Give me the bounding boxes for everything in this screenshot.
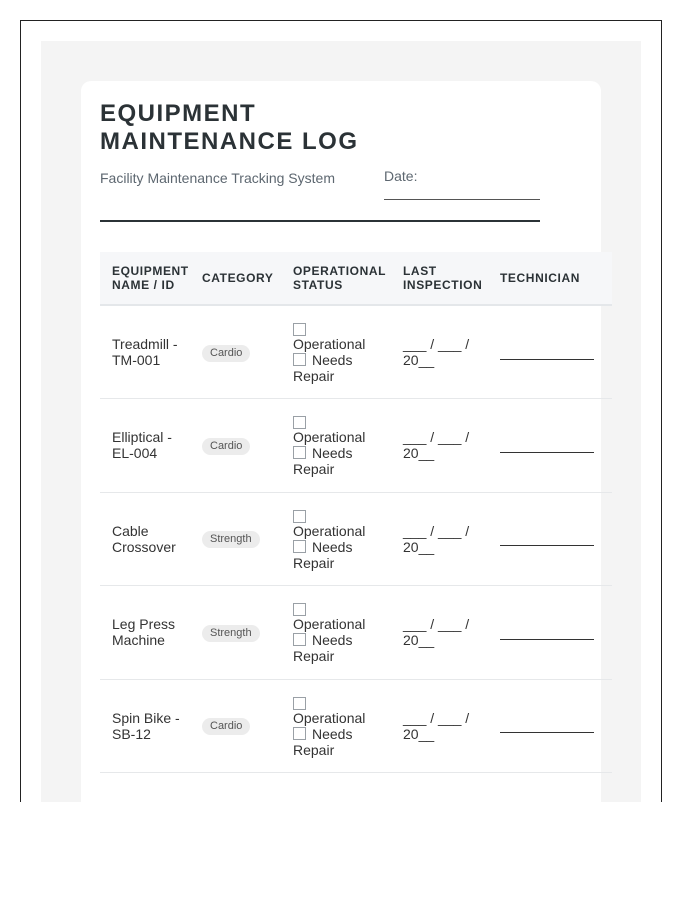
column-header-status: OPERATIONAL STATUS [293, 264, 386, 292]
inspection-year-blank: 20__ [403, 445, 435, 462]
operational-checkbox[interactable] [293, 697, 306, 710]
operational-label: Operational [293, 429, 366, 446]
needs-repair-label: Needs Repair [293, 725, 353, 758]
category-cell [195, 399, 286, 493]
page-subtitle: Facility Maintenance Tracking System [100, 170, 335, 186]
needs-repair-option [293, 726, 396, 758]
inspection-date-blank: ___ / ___ / [403, 429, 470, 446]
column-header-last-inspection: LAST INSPECTION [403, 264, 483, 292]
status-cell [286, 305, 396, 399]
operational-checkbox[interactable] [293, 323, 306, 336]
needs-repair-label: Needs Repair [293, 632, 353, 665]
inspection-date-blank: ___ / ___ / [403, 336, 470, 352]
technician-cell[interactable] [493, 305, 612, 399]
date-field[interactable] [384, 199, 540, 200]
equipment-name: Spin Bike - SB-12 [112, 709, 180, 742]
category-badge: Cardio [202, 438, 250, 455]
needs-repair-label: Needs Repair [293, 445, 353, 478]
inspection-year-blank: 20__ [403, 725, 435, 742]
category-cell [195, 586, 286, 680]
header-divider [100, 220, 540, 222]
equipment-cell [100, 586, 195, 680]
inspection-date-cell[interactable] [396, 586, 493, 680]
page-title: EQUIPMENT MAINTENANCE LOG [100, 100, 359, 155]
operational-checkbox[interactable] [293, 510, 306, 523]
operational-label: Operational [293, 709, 366, 726]
technician-signature-line[interactable] [500, 359, 594, 360]
operational-label: Operational [293, 336, 366, 352]
inspection-date-blank: ___ / ___ / [403, 709, 470, 726]
category-badge: Strength [202, 531, 260, 548]
column-header-equipment: EQUIPMENT NAME / ID [112, 264, 189, 292]
operational-checkbox[interactable] [293, 603, 306, 616]
inspection-date-blank: ___ / ___ / [403, 522, 470, 539]
equipment-name: Leg Press Machine [112, 616, 176, 649]
inspection-date-cell[interactable] [396, 305, 493, 399]
technician-signature-line[interactable] [500, 452, 594, 453]
inspection-date-cell[interactable] [396, 492, 493, 586]
needs-repair-checkbox[interactable] [293, 446, 306, 459]
status-cell [286, 586, 396, 680]
equipment-cell [100, 492, 195, 586]
category-cell [195, 679, 286, 773]
inspection-date-cell[interactable] [396, 399, 493, 493]
category-badge: Cardio [202, 718, 250, 735]
equipment-name: Treadmill - TM-001 [112, 336, 178, 368]
status-cell [286, 679, 396, 773]
technician-signature-line[interactable] [500, 639, 594, 640]
table-row [100, 399, 612, 493]
equipment-cell [100, 305, 195, 399]
table-row [100, 305, 612, 399]
maintenance-table [100, 252, 612, 773]
operational-label: Operational [293, 616, 366, 633]
needs-repair-checkbox[interactable] [293, 353, 306, 366]
technician-signature-line[interactable] [500, 732, 594, 733]
equipment-cell [100, 679, 195, 773]
table-header-row [100, 252, 612, 305]
technician-signature-line[interactable] [500, 545, 594, 546]
needs-repair-label: Needs Repair [293, 352, 353, 384]
technician-cell[interactable] [493, 586, 612, 680]
table-row [100, 586, 612, 680]
technician-cell[interactable] [493, 492, 612, 586]
status-cell [286, 399, 396, 493]
needs-repair-checkbox[interactable] [293, 727, 306, 740]
needs-repair-label: Needs Repair [293, 538, 353, 571]
needs-repair-option [293, 539, 396, 571]
inspection-year-blank: 20__ [403, 538, 435, 555]
needs-repair-checkbox[interactable] [293, 540, 306, 553]
needs-repair-option [293, 445, 396, 477]
inspection-date-cell[interactable] [396, 679, 493, 773]
category-badge: Cardio [202, 345, 250, 362]
table-row [100, 492, 612, 586]
status-cell [286, 492, 396, 586]
needs-repair-option [293, 632, 396, 664]
operational-label: Operational [293, 522, 366, 539]
operational-checkbox[interactable] [293, 416, 306, 429]
needs-repair-checkbox[interactable] [293, 633, 306, 646]
equipment-name: Cable Crossover [112, 522, 176, 555]
technician-cell[interactable] [493, 679, 612, 773]
equipment-cell [100, 399, 195, 493]
column-header-technician: TECHNICIAN [500, 271, 580, 285]
date-label: Date: [384, 168, 418, 184]
technician-cell[interactable] [493, 399, 612, 493]
inspection-date-blank: ___ / ___ / [403, 616, 470, 633]
category-cell [195, 492, 286, 586]
inspection-year-blank: 20__ [403, 632, 435, 649]
table-row [100, 679, 612, 773]
category-cell [195, 305, 286, 399]
column-header-category: CATEGORY [202, 271, 274, 285]
inspection-year-blank: 20__ [403, 352, 435, 368]
equipment-name: Elliptical - EL-004 [112, 429, 172, 462]
needs-repair-option [293, 352, 396, 384]
category-badge: Strength [202, 625, 260, 642]
